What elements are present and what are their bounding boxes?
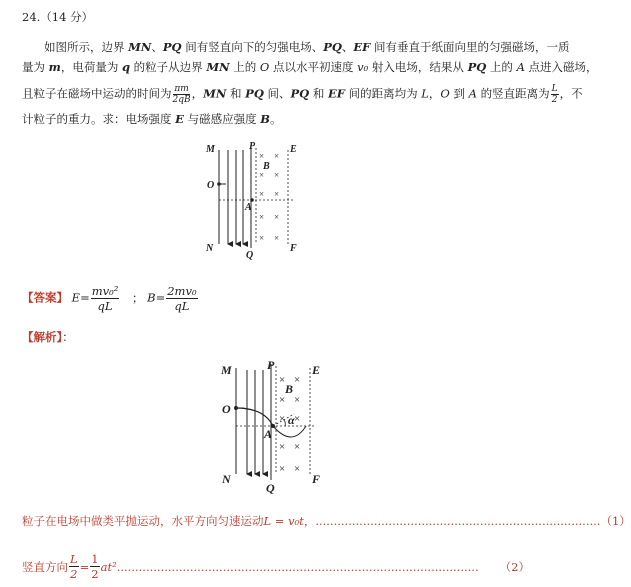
answer-line: 【答案】 E= $\frac{\text{mv₀²}}{qL}$ ； B= $\frac{\text{2mv₀}}{qL}$ xyxy=(22,284,197,313)
label-f: F xyxy=(312,472,321,486)
label-b: B xyxy=(263,161,270,172)
time-fraction: $\frac{\pi m}{2qB}$ xyxy=(172,84,191,105)
point-o xyxy=(217,182,221,186)
label-a: A xyxy=(264,427,273,441)
cross: × xyxy=(279,413,286,425)
figure-1 xyxy=(195,140,315,262)
answer-e-fraction: $\frac{\text{mv₀²}}{qL}$ xyxy=(91,284,119,313)
label-q: Q xyxy=(246,250,254,261)
label-p: P xyxy=(267,358,275,372)
cross: × xyxy=(294,374,301,386)
label-m: M xyxy=(221,363,232,377)
cross: × xyxy=(274,233,280,243)
answer-b-fraction: $\frac{\text{2mv₀}}{qL}$ xyxy=(167,284,197,313)
label-p: P xyxy=(249,141,256,152)
solution-step-2: 竖直方向 $\frac{L}{2}$ = $\frac{1}{2}$ at² ................................................................................................... （2） xyxy=(22,552,530,581)
cross: × xyxy=(274,189,280,199)
question-number: 24.（14 分） xyxy=(22,10,94,24)
label-m: M xyxy=(206,144,215,155)
label-n: N xyxy=(206,243,214,254)
label-o: O xyxy=(207,180,215,191)
cross: × xyxy=(294,441,301,453)
cross: × xyxy=(274,170,280,180)
label-e: E xyxy=(312,363,321,377)
problem-line-3: 且粒子在磁场中运动的时间为 $\frac{\pi m}{2qB}$ ，MN 和 PQ 间、PQ 和 EF 间的距离均为 L，O 到 A 的竖直距离为 $\frac{L}{2}$ ，不 xyxy=(22,84,583,105)
label-e: E xyxy=(290,144,297,155)
figure-2 xyxy=(212,358,330,498)
label-b: B xyxy=(285,382,294,396)
label-alpha: α xyxy=(288,413,295,427)
cross: × xyxy=(294,463,301,475)
cross: × xyxy=(279,463,286,475)
label-n: N xyxy=(222,472,231,486)
cross: × xyxy=(294,394,301,406)
cross: × xyxy=(259,170,265,180)
problem-line-2: 量为 m，电荷量为 q 的粒子从边界 MN 上的 O 点以水平初速度 v₀ 射入电场，结果从 PQ 上的 A 点进入磁场， xyxy=(22,60,598,74)
point-o xyxy=(234,406,238,410)
cross: × xyxy=(294,413,301,425)
cross: × xyxy=(259,233,265,243)
label-q: Q xyxy=(266,481,275,495)
problem-line-1: 如图所示，边界 MN、PQ 间有竖直向下的匀强电场、PQ、EF 间有垂直于纸面向里的匀强磁场，一质 xyxy=(44,40,570,54)
distance-fraction: $\frac{L}{2}$ xyxy=(551,84,558,105)
label-a: A xyxy=(245,202,252,213)
problem-line-4: 计粒子的重力。求：电场强度 E 与磁感应强度 B。 xyxy=(22,112,282,126)
cross: × xyxy=(279,394,286,406)
cross: × xyxy=(274,151,280,161)
label-o: O xyxy=(222,402,231,416)
label-f: F xyxy=(290,243,297,254)
cross: × xyxy=(279,374,286,386)
analysis-line: 【解析】： xyxy=(22,330,74,344)
answer-tag: 【答案】 xyxy=(22,290,68,305)
trajectory-arc xyxy=(273,426,306,437)
cross: × xyxy=(259,189,265,199)
cross: × xyxy=(259,151,265,161)
step2-lhs-fraction: $\frac{L}{2}$ xyxy=(70,552,78,581)
cross: × xyxy=(274,212,280,222)
analysis-tag: 【解析】 xyxy=(22,330,63,344)
cross: × xyxy=(279,441,286,453)
solution-step-1: 粒子在电场中做类平抛运动，水平方向匀速运动 L = v₀t ， .............................................................................. （1） xyxy=(22,514,631,528)
cross: × xyxy=(259,212,265,222)
step2-rhs-fraction: $\frac{1}{2}$ xyxy=(91,552,99,581)
